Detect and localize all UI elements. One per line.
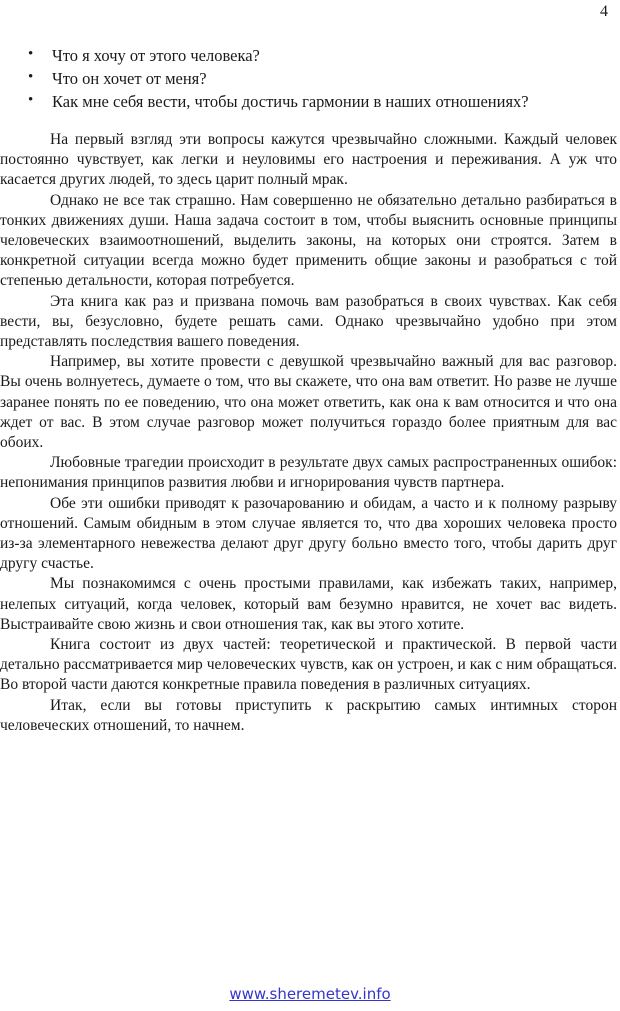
list-item xyxy=(0,67,616,90)
paragraph: Любовные трагедии происходит в результате двух самых распространенных ошибок: непонимания принципов развития любви и игнорирования чувств партнера. xyxy=(0,454,617,492)
list-item-text: Как мне себя вести, чтобы достичь гармонии в наших отношениях? xyxy=(52,92,529,111)
footer-link[interactable]: www.sheremetev.info xyxy=(229,985,391,1003)
paragraph: Например, вы хотите провести с девушкой чрезвычайно важный для вас разговор. Вы очень волнуетесь, думаете о том, что вы скажете, что она вам ответит. Но разве не лучше заранее понять по ее поведению, что она может ответить, как она к вам относится и что она ждет от вас. В этом случае разговор может получиться гораздо более приятным для вас обоих. xyxy=(0,353,617,452)
paragraph: На первый взгляд эти вопросы кажутся чрезвычайно сложными. Каждый человек постоянно чувствует, как легки и неуловимы его настроения и переживания. А уж что касается других людей, то здесь царит полный мрак. xyxy=(0,131,617,189)
body-text xyxy=(0,130,617,736)
paragraph: Итак, если вы готовы приступить к раскрытию самых интимных сторон человеческих отношений, то начнем. xyxy=(0,696,617,734)
bullet-icon: • xyxy=(28,69,34,85)
list-item xyxy=(0,44,616,67)
paragraph: Эта книга как раз и призвана помочь вам разобраться в своих чувствах. Как себя вести, вы, безусловно, будете решать сами. Однако чрезвычайно удобно при этом представлять последствия вашего поведения. xyxy=(0,292,617,351)
paragraph: Книга состоит из двух частей: теоретической и практической. В первой части детально рассматривается мир человеческих чувств, как он устроен, и как с ним обращаться. Во второй части даются конкретные правила поведения в различных ситуациях. xyxy=(0,636,617,694)
list-item-text: Что он хочет от меня? xyxy=(52,69,207,88)
bullet-icon: • xyxy=(28,46,34,62)
paragraph: Мы познакомимся с очень простыми правилами, как избежать таких, например, нелепых ситуаций, когда человек, который вам безумно нравится, не хочет вас видеть. Выстраивайте свою жизнь и свои отношения так, как вы этого хотите. xyxy=(0,575,617,633)
list-item-text: Что я хочу от этого человека? xyxy=(52,46,260,65)
list-item xyxy=(0,90,616,113)
questions-list xyxy=(0,44,616,113)
page-footer xyxy=(0,985,620,1004)
paragraph: Однако не все так страшно. Нам совершенно не обязательно детально разбираться в тонких движениях души. Наша задача состоит в том, чтобы выяснить основные принципы человеческих взаимоотношений, выделить законы, на которых они строятся. Затем в конкретной ситуации всегда можно будет применить общие законы и разобраться с той степенью детальности, которая потребуется. xyxy=(0,191,617,290)
paragraph: Обе эти ошибки приводят к разочарованию и обидам, а часто и к полному разрыву отношений. Самым обидным в этом случае является то, что два хороших человека просто из-за элементарного невежества делают друг другу больно вместо того, чтобы дарить друг другу счастье. xyxy=(0,494,617,573)
page-number: 4 xyxy=(600,3,608,20)
bullet-icon: • xyxy=(28,92,34,108)
